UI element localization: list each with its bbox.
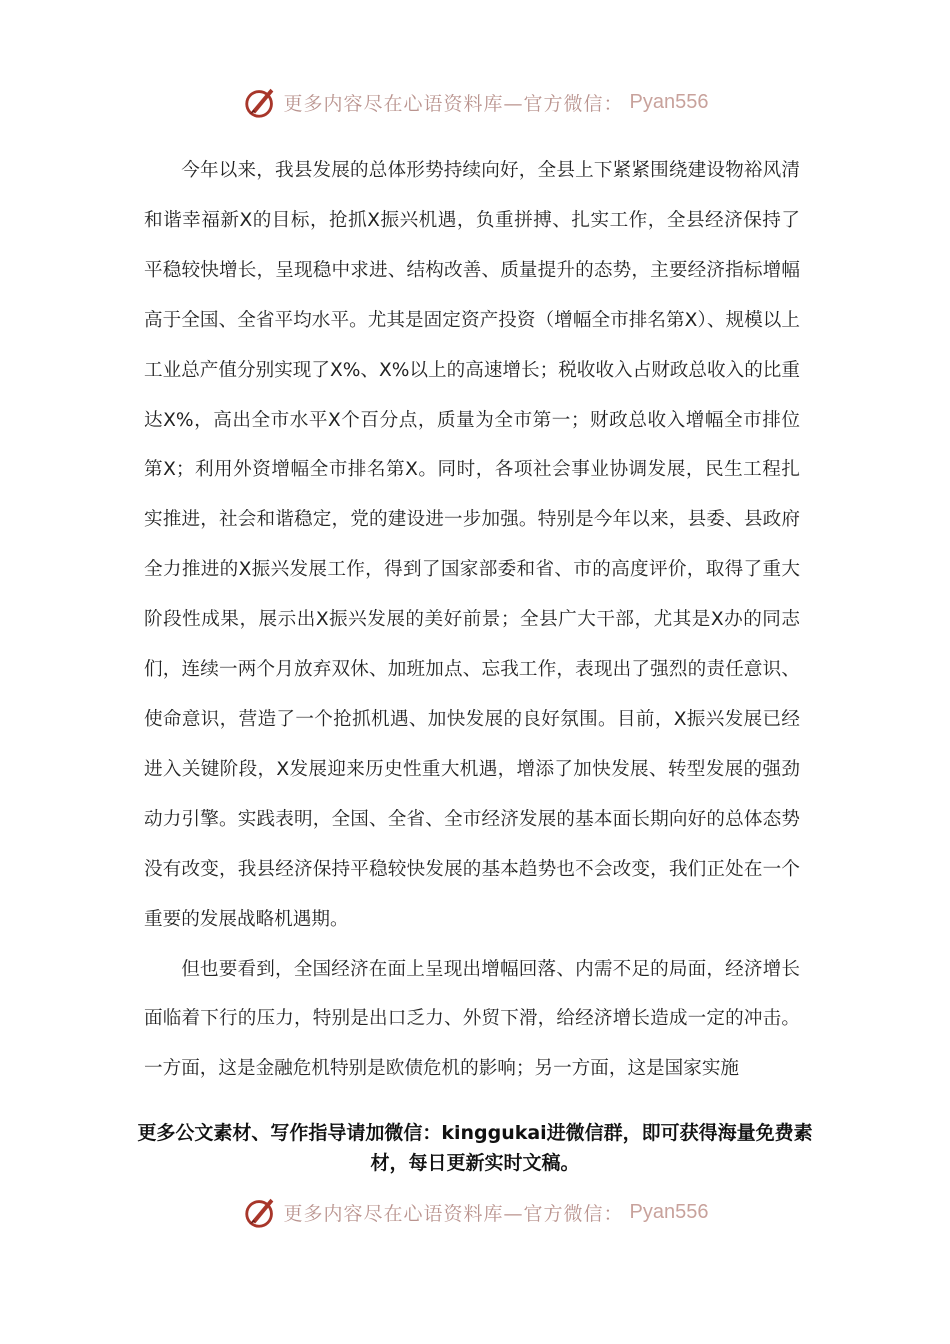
header-watermark <box>0 80 950 124</box>
watermark-text: 更多内容尽在心语资料库—官方微信： <box>283 1202 624 1225</box>
watermark-text: 更多内容尽在心语资料库—官方微信： <box>283 92 624 115</box>
paragraph-1: 今年以来，我县发展的总体形势持续向好，全县上下紧紧围绕建设物裕风清和谐幸福新X的目标，抢抓X振兴机遇，负重拼搏、扎实工作，全县经济保持了平稳较快增长，呈现稳中求进、结构改善、质量提升的态势，主要经济指标增幅高于全国、全省平均水平。尤其是固定资产投资（增幅全市排名第X）、规模以上工业总产值分别实现了X%、X%以上的高速增长；税收收入占财政总收入的比重达X%，高出全市水平X个百分点，质量为全市第一；财政总收入增幅全市排位第X；利用外资增幅全市排名第X。同时，各项社会事业协调发展，民生工程扎实推进，社会和谐稳定，党的建设进一步加强。特别是今年以来，县委、县政府全力推进的X振兴发展工作，得到了国家部委和省、市的高度评价，取得了重大阶段性成果，展示出X振兴发展的美好前景；全县广大干部，尤其是X办的同志们，连续一两个月放弃双休、加班加点、忘我工作，表现出了强烈的责任意识、使命意识，营造了一个抢抓机遇、加快发展的良好氛围。目前，X振兴发展已经进入关键阶段，X发展迎来历史性重大机遇，增添了加快发展、转型发展的强劲动力引擎。实践表明，全国、全省、全市经济发展的基本面长期向好的总体态势没有改变，我县经济保持平稳较快发展的基本趋势也不会改变，我们正处在一个重要的发展战略机遇期。 <box>144 160 800 930</box>
document-body <box>144 146 800 1094</box>
quill-logo-icon <box>242 83 280 121</box>
quill-logo-icon <box>242 1193 280 1231</box>
paragraph-2: 但也要看到，全国经济在面上呈现出增幅回落、内需不足的局面，经济增长面临着下行的压力，特别是出口乏力、外贸下滑，给经济增长造成一定的冲击。一方面，这是金融危机特别是欧债危机的影响；另一方面，这是国家实施 <box>144 958 800 1080</box>
watermark-wechat-id: Pyan556 <box>629 1200 709 1223</box>
watermark-wechat-id: Pyan556 <box>629 90 709 113</box>
footer-watermark <box>0 1190 950 1234</box>
promo-note: 更多公文素材、写作指导请加微信：kinggukai进微信群，即可获得海量免费素材，每日更新实时文稿。 <box>137 1122 813 1174</box>
